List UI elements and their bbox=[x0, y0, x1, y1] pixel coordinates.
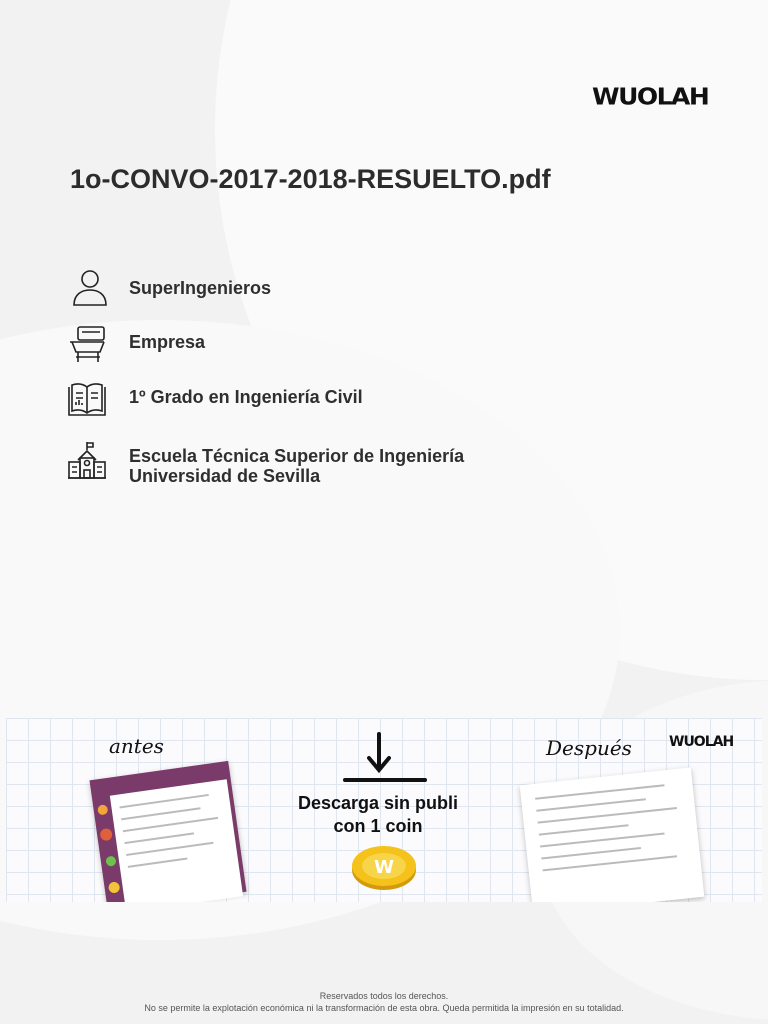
university-name: Universidad de Sevilla bbox=[129, 466, 321, 486]
book-icon bbox=[66, 377, 108, 419]
after-label: Después bbox=[546, 736, 632, 760]
promo-text bbox=[278, 792, 478, 838]
author-name: SuperIngenieros bbox=[129, 278, 272, 298]
info-school bbox=[66, 440, 465, 486]
promo-banner[interactable] bbox=[6, 718, 762, 902]
banner-wuolah-logo: WUOLAH bbox=[669, 734, 734, 750]
clean-document-thumbnail bbox=[520, 767, 705, 902]
school-building-icon bbox=[66, 440, 108, 482]
info-degree bbox=[66, 377, 363, 419]
user-icon bbox=[66, 266, 108, 308]
school-desk-icon bbox=[66, 322, 108, 364]
info-author bbox=[66, 266, 272, 308]
school-name: Escuela Técnica Superior de Ingeniería bbox=[129, 446, 465, 466]
promo-line-1: Descarga sin publi bbox=[297, 793, 459, 813]
document-with-ads-thumbnail bbox=[89, 761, 246, 902]
footer-notice: No se permite la explotación económica ni la transformación de esta obra. Queda permitida la impresión en su totalidad. bbox=[144, 1003, 624, 1013]
info-subject bbox=[66, 322, 206, 364]
coin-letter: W bbox=[374, 857, 394, 878]
footer bbox=[0, 990, 768, 1014]
document-title: 1o-CONVO-2017-2018-RESUELTO.pdf bbox=[70, 164, 551, 194]
subject-name: Empresa bbox=[129, 332, 206, 352]
promo-line-2: con 1 coin bbox=[333, 816, 423, 836]
wuolah-coin-icon bbox=[350, 842, 418, 892]
download-arrow-icon bbox=[341, 732, 429, 784]
before-label: antes bbox=[109, 734, 164, 758]
footer-rights: Reservados todos los derechos. bbox=[319, 991, 449, 1001]
degree-name: 1º Grado en Ingeniería Civil bbox=[129, 387, 363, 407]
wuolah-logo: WUOLAH bbox=[592, 83, 709, 110]
